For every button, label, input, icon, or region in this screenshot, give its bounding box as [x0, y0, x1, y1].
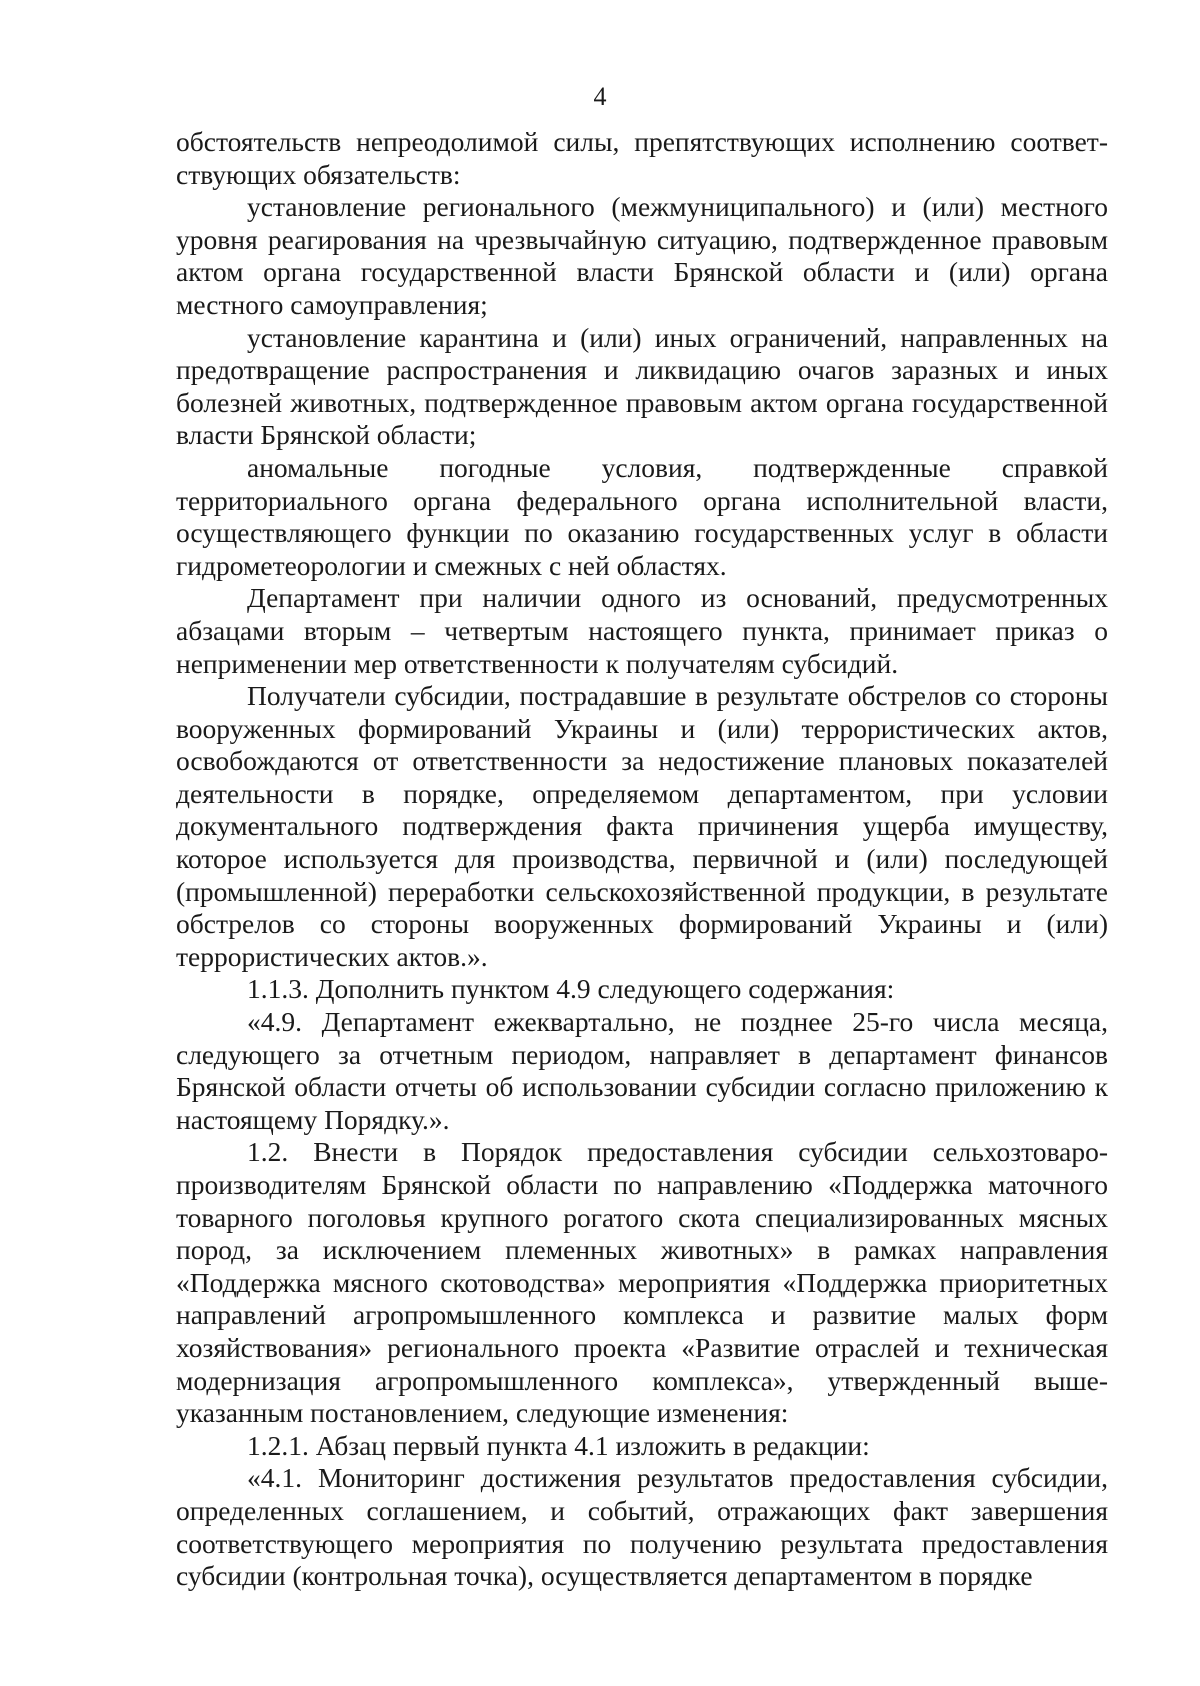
paragraph: установление регионального (межмуниципального) и (или) местного уровня реагирования на чрезвычайную ситуацию, подтвержденное правовым актом органа государственной власти Брянской области и (или) органа местного самоуправления; — [176, 191, 1108, 320]
paragraph: Получатели субсидии, пострадавшие в результате обстрелов со стороны вооруженных формирований Украины и (или) террористических актов, освобождаются от ответственности за недостижение плановых показателей деятельности в порядке, определяемом департаментом, при условии документального подтверждения факта причинения ущерба имуществу, которое используется для производства, первичной и (или) последующей (промышленной) переработки сельскохозяйственной продукции, в результате обстрелов со стороны вооруженных формирований Украины и (или) террористических актов.». — [176, 680, 1108, 972]
paragraph: Департамент при наличии одного из оснований, предусмотренных абзацами вторым – четвертым настоящего пункта, принимает приказ о неприменении мер ответственности к получателям субсидий. — [176, 582, 1108, 679]
paragraph: обстоятельств непреодолимой силы, препятствующих исполнению соответствующих обязательств: — [176, 126, 1108, 190]
paragraph: 1.2.1. Абзац первый пункта 4.1 изложить в редакции: — [247, 1429, 870, 1461]
paragraph: 1.1.3. Дополнить пунктом 4.9 следующего содержания: — [247, 973, 895, 1005]
paragraph: установление карантина и (или) иных ограничений, направленных на предотвращение распространения и ликвидацию очагов заразных и иных болезней животных, подтвержденное правовым актом органа государственной власти Брянской области; — [176, 321, 1108, 451]
document-body — [176, 126, 1108, 1593]
paragraph: «4.9. Департамент ежеквартально, не позднее 25-го числа месяца, следующего за отчетным периодом, направляет в департамент финансов Брянской области отчеты об использовании субсидии согласно приложению к настоящему Порядку.». — [176, 1006, 1108, 1135]
paragraph: 1.2. Внести в Порядок предоставления субсидии сельхозтоваропроизводителям Брянской области по направлению «Поддержка маточного товарного поголовья крупного рогатого скота специализированных мясных пород, за исключением племенных животных» в рамках направления «Поддержка мясного скотоводства» мероприятия «Поддержка приоритетных направлений агропромышленного комплекса и развитие малых форм хозяйствования» регионального проекта «Развитие отраслей и техническая модернизация агропромышленного комплекса», утвержденный вышеуказанным постановлением, следующие изменения: — [176, 1136, 1108, 1429]
page-number: 4 — [593, 82, 607, 111]
paragraph: аномальные погодные условия, подтвержденные справкой территориального органа федерального органа исполнительной власти, осуществляющего функции по оказанию государственных услуг в области гидрометеорологии и смежных с ней областях. — [176, 451, 1108, 581]
paragraph: «4.1. Мониторинг достижения результатов предоставления субсидии, определенных соглашением, и событий, отражающих факт завершения соответствующего мероприятия по получению результата предоставления субсидии (контрольная точка), осуществляется департаментом в порядке — [176, 1462, 1108, 1592]
